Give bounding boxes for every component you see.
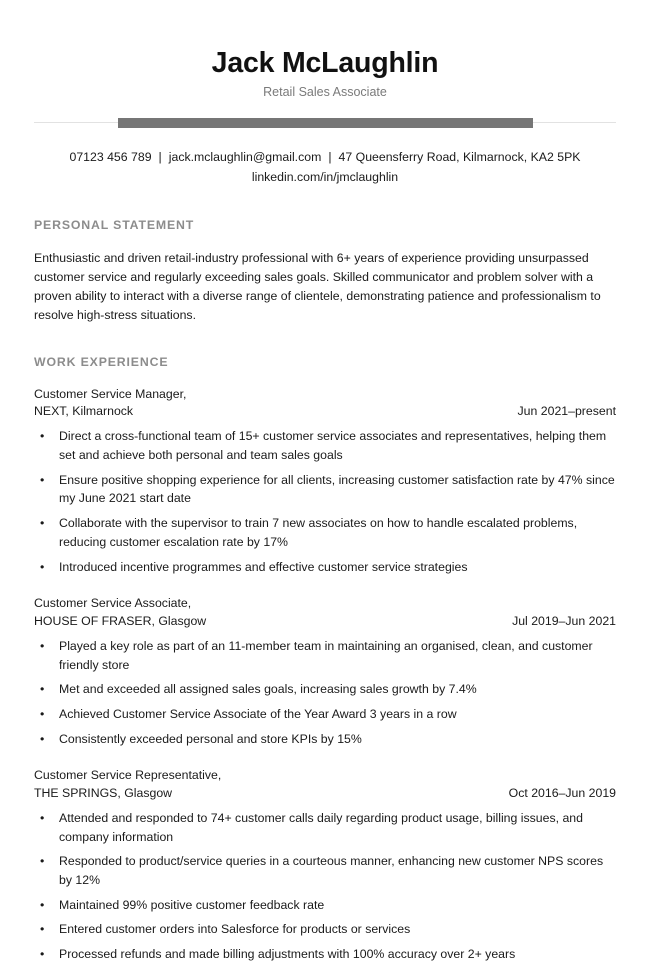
- job-header: [34, 767, 616, 802]
- job-bullet-text: Responded to product/service queries in a courteous manner, enhancing new customer NPS scores by 12%: [59, 854, 604, 888]
- job-bullet-text: Met and exceeded all assigned sales goals, increasing sales growth by 7.4%: [59, 682, 477, 697]
- contact-separator-1: |: [158, 149, 162, 164]
- job-bullet: [34, 558, 616, 577]
- job-bullet: [34, 680, 616, 699]
- job-bullet-text: Direct a cross-functional team of 15+ customer service associates and representatives, helping them set and achieve both personal and team sales goals: [59, 429, 607, 463]
- job-dates: Jul 2019–Jun 2021: [512, 613, 616, 628]
- job-bullet: [34, 637, 616, 674]
- job-bullet-text: Achieved Customer Service Associate of the Year Award 3 years in a row: [59, 706, 457, 721]
- contact-info: [34, 148, 616, 188]
- job-bullet-text: Played a key role as part of an 11-member team in maintaining an organised, clean, and customer friendly store: [59, 638, 593, 672]
- section-work-experience: [34, 355, 616, 964]
- job-bullet-list: [34, 427, 616, 576]
- job-company: THE SPRINGS, Glasgow: [34, 785, 173, 800]
- job-bullet: [34, 809, 616, 846]
- job-entry: [34, 386, 616, 576]
- job-company: NEXT, Kilmarnock: [34, 404, 134, 419]
- job-header: [34, 595, 616, 630]
- contact-line-secondary: [34, 168, 616, 188]
- section-personal-statement: [34, 218, 616, 325]
- job-header: [34, 386, 616, 421]
- bullet-icon: •: [40, 516, 45, 531]
- job-bullet-list: [34, 637, 616, 748]
- contact-address: 47 Queensferry Road, Kilmarnock, KA2 5PK: [338, 149, 581, 164]
- job-bullet-text: Consistently exceeded personal and store KPIs by 15%: [59, 731, 362, 746]
- header-divider: [34, 118, 616, 128]
- job-company: HOUSE OF FRASER, Glasgow: [34, 613, 207, 628]
- contact-line-primary: [34, 148, 616, 168]
- job-bullet-list: [34, 809, 616, 964]
- bullet-icon: •: [40, 706, 45, 721]
- bullet-icon: •: [40, 559, 45, 574]
- job-bullet-text: Entered customer orders into Salesforce for products or services: [59, 922, 411, 937]
- job-bullet: [34, 896, 616, 915]
- bullet-icon: •: [40, 810, 45, 825]
- bullet-icon: •: [40, 947, 45, 962]
- contact-linkedin[interactable]: linkedin.com/in/jmclaughlin: [251, 169, 399, 184]
- contact-separator-2: |: [328, 149, 332, 164]
- job-bullet: [34, 471, 616, 508]
- job-title: Customer Service Representative,: [34, 768, 222, 783]
- job-dates: Oct 2016–Jun 2019: [508, 785, 616, 800]
- job-bullet: [34, 705, 616, 724]
- personal-statement-body: Enthusiastic and driven retail-industry professional with 6+ years of experience providing unsurpassed customer service and regularly exceeding sales goals. Skilled communicator and problem solver with a proven ability to interact with a diverse range of clientele, demonstrating patience and professionalism to resolve high-stress situations.: [34, 250, 601, 322]
- bullet-icon: •: [40, 682, 45, 697]
- job-bullet-text: Collaborate with the supervisor to train 7 new associates on how to handle escalated problems, reducing customer escalation rate by 17%: [59, 516, 578, 549]
- job-title: Customer Service Manager,: [34, 386, 187, 401]
- job-dates: Jun 2021–present: [517, 404, 616, 419]
- candidate-job-title: Retail Sales Associate: [263, 84, 387, 99]
- bullet-icon: •: [40, 897, 45, 912]
- section-title-personal-statement: PERSONAL STATEMENT: [34, 217, 195, 232]
- bullet-icon: •: [40, 854, 45, 869]
- job-bullet-text: Maintained 99% positive customer feedback rate: [59, 897, 325, 912]
- bullet-icon: •: [40, 472, 45, 487]
- job-bullet: [34, 920, 616, 939]
- job-bullet: [34, 945, 616, 964]
- job-entry: [34, 595, 616, 748]
- job-bullet-text: Processed refunds and made billing adjustments with 100% accuracy over 2+ years: [59, 947, 516, 962]
- bullet-icon: •: [40, 638, 45, 653]
- job-title: Customer Service Associate,: [34, 596, 192, 611]
- candidate-name: Jack McLaughlin: [211, 47, 439, 79]
- job-bullet: [34, 514, 616, 551]
- bullet-icon: •: [40, 429, 45, 444]
- job-bullet-text: Ensure positive shopping experience for all clients, increasing customer satisfaction rate by 47% since my June 2021 start date: [59, 472, 615, 506]
- job-bullet: [34, 427, 616, 464]
- contact-email[interactable]: jack.mclaughlin@gmail.com: [168, 149, 322, 164]
- job-bullet: [34, 852, 616, 889]
- job-bullet-text: Attended and responded to 74+ customer calls daily regarding product usage, billing issues, and company information: [59, 810, 583, 844]
- resume-header: [34, 0, 616, 100]
- job-entry: [34, 767, 616, 963]
- bullet-icon: •: [40, 922, 45, 937]
- section-title-work-experience: WORK EXPERIENCE: [34, 354, 169, 369]
- divider-accent-bar: [118, 118, 533, 128]
- contact-phone: 07123 456 789: [69, 149, 152, 164]
- bullet-icon: •: [40, 731, 45, 746]
- job-bullet: [34, 730, 616, 749]
- job-bullet-text: Introduced incentive programmes and effective customer service strategies: [59, 559, 468, 574]
